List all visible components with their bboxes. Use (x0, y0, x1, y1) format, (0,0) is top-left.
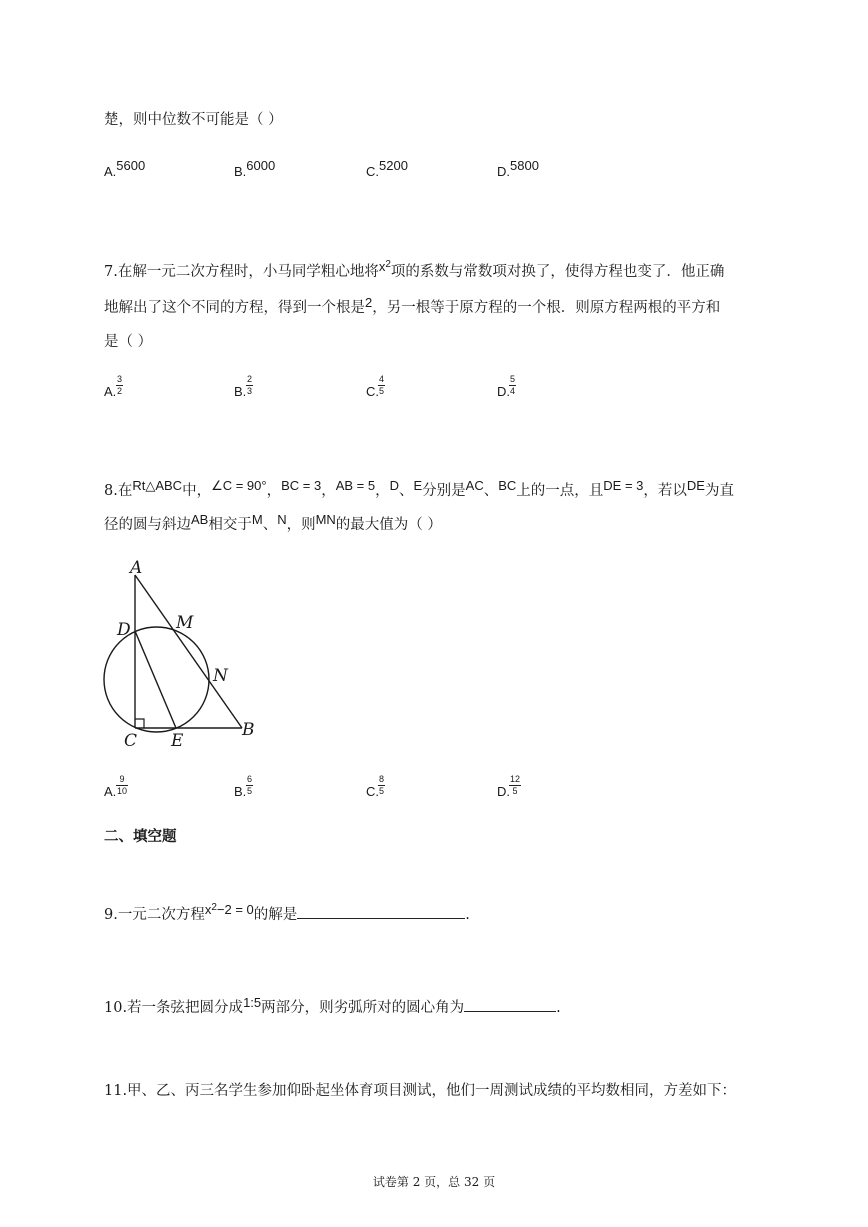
q9-line: 9.一元二次方程$x^2-2 = 0$的解是 . (104, 902, 470, 923)
q7-line-3: 是（ ） (104, 334, 153, 350)
label-a: A (130, 558, 143, 578)
q10-line: 10.若一条弦把圆分成1:5两部分，则劣弧所对的圆心角为 . (104, 995, 561, 1016)
q8-geometry-figure (96, 555, 266, 755)
q7-line-1: 7.在解一元二次方程时，小马同学粗心地将$x^2$项的系数与常数项对换了，使得方程也变了．他正确 (104, 259, 725, 280)
q10-answer-blank[interactable] (464, 997, 556, 1012)
label-d: D (117, 620, 131, 640)
q7-var-x: x (378, 259, 386, 274)
label-m: M (176, 613, 194, 633)
label-c: C (124, 731, 138, 751)
q6-option-b[interactable]: B.6000 (234, 158, 276, 179)
label-n: N (213, 666, 228, 686)
circle-de (104, 627, 209, 732)
fraction: 2 3 (247, 374, 253, 396)
label-b: B (242, 720, 255, 740)
q6-option-c[interactable]: C.5200 (366, 158, 408, 179)
q8-line-1: 8.在Rt△ABC中，∠C = 90°，BC = 3，AB = 5，D、E分别是AC、BC上的一点，且DE = 3，若以DE为直 (104, 478, 734, 499)
q6-option-d[interactable]: D.5800 (497, 158, 539, 179)
fraction: 4 5 (379, 374, 385, 396)
q9-answer-blank[interactable] (297, 904, 465, 919)
label-e: E (171, 731, 184, 751)
fraction: 3 2 (117, 374, 123, 396)
right-angle-mark (135, 719, 144, 728)
fraction: 5 4 (510, 374, 516, 396)
fraction: 12 5 (510, 774, 521, 796)
fraction: 8 5 (379, 774, 385, 796)
q6-text-tail: 楚，则中位数不可能是（ ） (104, 112, 283, 128)
fraction: 6 5 (247, 774, 253, 796)
q7-line-2: 地解出了这个不同的方程，得到一个根是2，另一根等于原方程的一个根．则原方程两根的平方和 (104, 295, 721, 316)
page-footer: 试卷第 2 页，总 32 页 (372, 1175, 496, 1189)
segment-de (135, 631, 176, 728)
fraction: 9 10 (117, 774, 128, 796)
q6-option-a[interactable]: A.5600 (104, 158, 146, 179)
q8-line-2: 径的圆与斜边AB相交于M、N，则MN的最大值为（ ） (104, 512, 442, 533)
segment-ab (135, 575, 242, 728)
section-heading-fill-in: 二、填空题 (104, 829, 177, 845)
q11-line: 11.甲、乙、丙三名学生参加仰卧起坐体育项目测试，他们一周测试成绩的平均数相同，方差如下： (104, 1083, 737, 1099)
